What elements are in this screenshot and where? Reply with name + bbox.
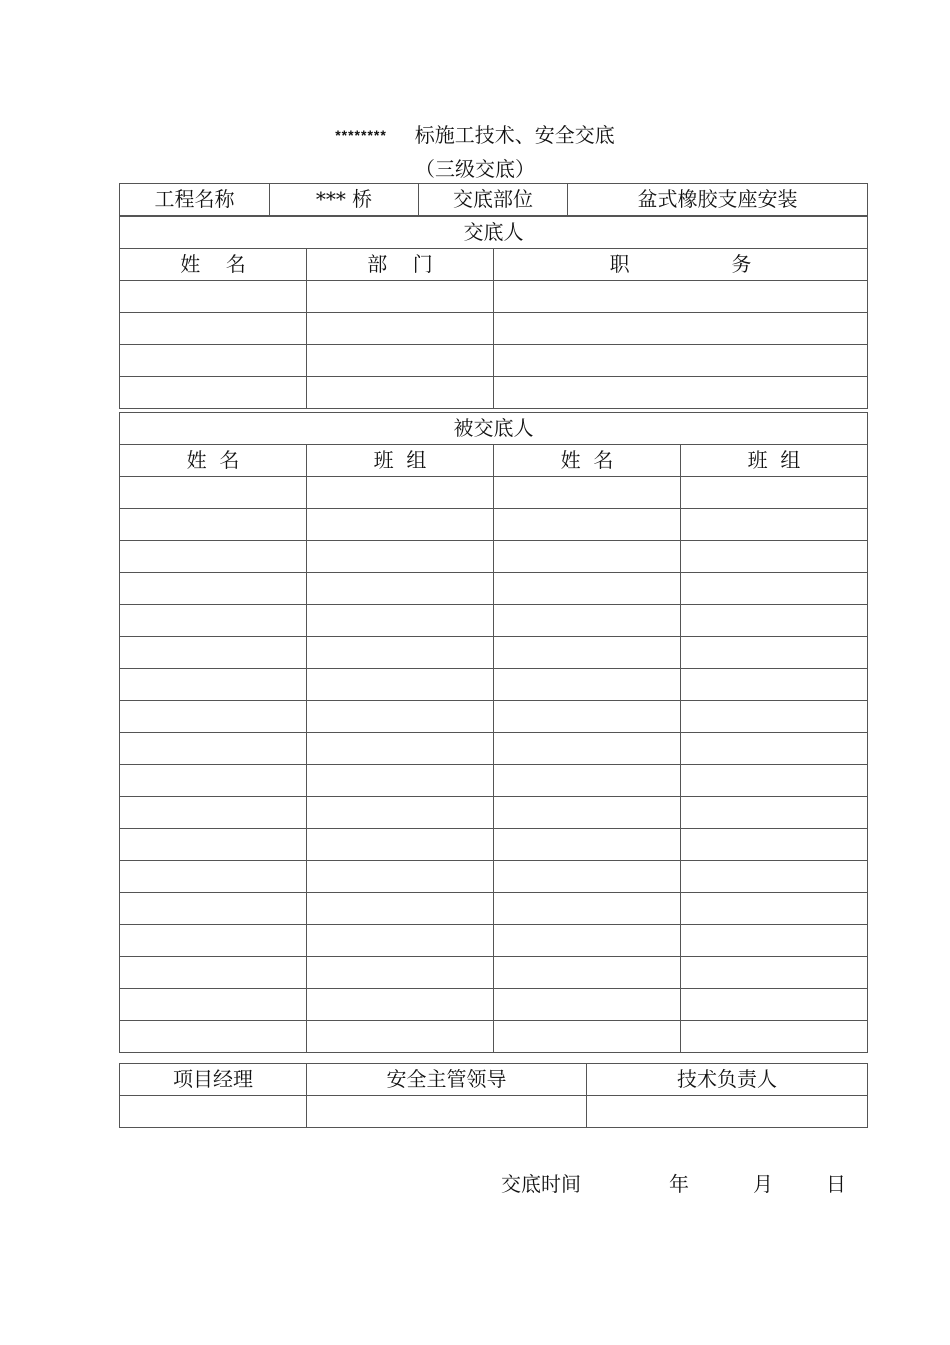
- recipient-cell-team[interactable]: [307, 509, 494, 541]
- recipient-col-name: 姓 名: [120, 445, 307, 477]
- recipient-cell-team-2[interactable]: [681, 605, 868, 637]
- recipient-cell-name-2[interactable]: [494, 701, 681, 733]
- title-stars: ********: [335, 127, 387, 143]
- recipient-cell-name-2[interactable]: [494, 861, 681, 893]
- recipient-cell-name[interactable]: [120, 701, 307, 733]
- briefer-cell-position[interactable]: [494, 345, 868, 377]
- tech-lead-signature[interactable]: [587, 1096, 868, 1128]
- recipient-cell-name-2[interactable]: [494, 637, 681, 669]
- briefer-cell-name[interactable]: [120, 313, 307, 345]
- recipient-cell-team-2[interactable]: [681, 1021, 868, 1053]
- document-subtitle: （三级交底）: [415, 157, 535, 181]
- recipient-row: [120, 925, 868, 957]
- recipient-cell-team-2[interactable]: [681, 765, 868, 797]
- recipient-cell-team-2[interactable]: [681, 861, 868, 893]
- briefer-section-title: 交底人: [120, 217, 868, 249]
- recipient-cell-team[interactable]: [307, 1021, 494, 1053]
- recipient-cell-team-2[interactable]: [681, 669, 868, 701]
- recipient-cell-name-2[interactable]: [494, 829, 681, 861]
- recipient-cell-team-2[interactable]: [681, 957, 868, 989]
- recipient-row: [120, 669, 868, 701]
- day-label: 日: [826, 1172, 846, 1196]
- recipient-row: [120, 733, 868, 765]
- recipient-row: [120, 797, 868, 829]
- recipient-cell-team[interactable]: [307, 605, 494, 637]
- safety-lead-signature[interactable]: [307, 1096, 587, 1128]
- recipient-row: [120, 989, 868, 1021]
- recipient-cell-team[interactable]: [307, 797, 494, 829]
- recipient-cell-team[interactable]: [307, 893, 494, 925]
- briefing-part-value: 盆式橡胶支座安装: [568, 184, 868, 216]
- recipient-col-team: 班 组: [307, 445, 494, 477]
- briefer-row: [120, 345, 868, 377]
- recipient-table: [119, 412, 868, 1053]
- recipient-cell-name-2[interactable]: [494, 573, 681, 605]
- recipient-cell-team[interactable]: [307, 637, 494, 669]
- recipient-cell-team-2[interactable]: [681, 925, 868, 957]
- recipient-cell-name[interactable]: [120, 541, 307, 573]
- recipient-cell-name[interactable]: [120, 893, 307, 925]
- recipient-cell-name-2[interactable]: [494, 541, 681, 573]
- briefer-cell-name[interactable]: [120, 377, 307, 409]
- recipient-row: [120, 765, 868, 797]
- recipient-cell-team[interactable]: [307, 541, 494, 573]
- project-manager-label: 项目经理: [120, 1064, 307, 1096]
- signature-table: [119, 1063, 868, 1128]
- briefer-cell-position[interactable]: [494, 313, 868, 345]
- recipient-cell-team[interactable]: [307, 573, 494, 605]
- project-name-value: *** 桥: [270, 184, 419, 216]
- project-manager-signature[interactable]: [120, 1096, 307, 1128]
- recipient-cell-name-2[interactable]: [494, 605, 681, 637]
- briefer-cell-dept[interactable]: [307, 281, 494, 313]
- recipient-cell-name[interactable]: [120, 733, 307, 765]
- recipient-cell-name[interactable]: [120, 765, 307, 797]
- briefer-cell-dept[interactable]: [307, 313, 494, 345]
- recipient-cell-name[interactable]: [120, 477, 307, 509]
- recipient-cell-team[interactable]: [307, 829, 494, 861]
- briefing-part-label: 交底部位: [419, 184, 568, 216]
- recipient-cell-name-2[interactable]: [494, 957, 681, 989]
- recipient-cell-name[interactable]: [120, 989, 307, 1021]
- recipient-cell-team[interactable]: [307, 701, 494, 733]
- recipient-cell-name[interactable]: [120, 605, 307, 637]
- recipient-row: [120, 829, 868, 861]
- recipient-row: [120, 541, 868, 573]
- recipient-section-title: 被交底人: [120, 413, 868, 445]
- recipient-cell-team-2[interactable]: [681, 989, 868, 1021]
- document-title: [0, 122, 950, 148]
- recipient-row: [120, 957, 868, 989]
- briefer-table: [119, 216, 868, 409]
- recipient-cell-team[interactable]: [307, 765, 494, 797]
- recipient-row: [120, 861, 868, 893]
- recipient-cell-name-2[interactable]: [494, 1021, 681, 1053]
- recipient-cell-team[interactable]: [307, 733, 494, 765]
- project-info-table: [119, 183, 868, 216]
- recipient-cell-team-2[interactable]: [681, 573, 868, 605]
- recipient-cell-name[interactable]: [120, 861, 307, 893]
- recipient-cell-team-2[interactable]: [681, 797, 868, 829]
- recipient-cell-name[interactable]: [120, 509, 307, 541]
- recipient-cell-team-2[interactable]: [681, 829, 868, 861]
- recipient-cell-name[interactable]: [120, 829, 307, 861]
- recipient-cell-name-2[interactable]: [494, 669, 681, 701]
- recipient-cell-name[interactable]: [120, 1021, 307, 1053]
- recipient-cell-name-2[interactable]: [494, 893, 681, 925]
- recipient-cell-name-2[interactable]: [494, 765, 681, 797]
- recipient-cell-name[interactable]: [120, 573, 307, 605]
- recipient-cell-team-2[interactable]: [681, 733, 868, 765]
- year-label: 年: [669, 1172, 689, 1196]
- recipient-row: [120, 477, 868, 509]
- recipient-cell-team[interactable]: [307, 669, 494, 701]
- recipient-cell-team-2[interactable]: [681, 477, 868, 509]
- project-name-label: 工程名称: [120, 184, 270, 216]
- recipient-cell-team-2[interactable]: [681, 637, 868, 669]
- recipient-cell-name-2[interactable]: [494, 509, 681, 541]
- briefer-col-name: 姓 名: [120, 249, 307, 281]
- recipient-row: [120, 509, 868, 541]
- briefer-col-dept: 部 门: [307, 249, 494, 281]
- recipient-row: [120, 1021, 868, 1053]
- recipient-cell-team-2[interactable]: [681, 893, 868, 925]
- briefer-row: [120, 281, 868, 313]
- briefer-row: [120, 377, 868, 409]
- recipient-cell-name[interactable]: [120, 637, 307, 669]
- recipient-row: [120, 701, 868, 733]
- briefer-cell-dept[interactable]: [307, 377, 494, 409]
- briefing-time-label: 交底时间: [501, 1172, 581, 1196]
- briefer-row: [120, 313, 868, 345]
- recipient-cell-team[interactable]: [307, 989, 494, 1021]
- recipient-row: [120, 893, 868, 925]
- recipient-cell-team-2[interactable]: [681, 541, 868, 573]
- recipient-cell-team-2[interactable]: [681, 701, 868, 733]
- recipient-row: [120, 573, 868, 605]
- recipient-cell-name[interactable]: [120, 957, 307, 989]
- tech-lead-label: 技术负责人: [587, 1064, 868, 1096]
- recipient-cell-team[interactable]: [307, 861, 494, 893]
- recipient-cell-name-2[interactable]: [494, 989, 681, 1021]
- briefer-cell-position[interactable]: [494, 377, 868, 409]
- recipient-cell-name-2[interactable]: [494, 925, 681, 957]
- briefer-cell-name[interactable]: [120, 345, 307, 377]
- safety-lead-label: 安全主管领导: [307, 1064, 587, 1096]
- recipient-cell-name-2[interactable]: [494, 797, 681, 829]
- recipient-cell-team[interactable]: [307, 957, 494, 989]
- briefer-cell-name[interactable]: [120, 281, 307, 313]
- recipient-cell-name[interactable]: [120, 797, 307, 829]
- recipient-cell-team[interactable]: [307, 925, 494, 957]
- recipient-cell-team[interactable]: [307, 477, 494, 509]
- recipient-cell-name-2[interactable]: [494, 477, 681, 509]
- recipient-row: [120, 605, 868, 637]
- briefer-cell-position[interactable]: [494, 281, 868, 313]
- title-text: 标施工技术、安全交底: [414, 123, 615, 147]
- briefer-cell-dept[interactable]: [307, 345, 494, 377]
- recipient-cell-name[interactable]: [120, 669, 307, 701]
- recipient-col-team-2: 班 组: [681, 445, 868, 477]
- recipient-cell-name-2[interactable]: [494, 733, 681, 765]
- briefer-col-position: 职 务: [494, 249, 868, 281]
- recipient-row: [120, 637, 868, 669]
- recipient-cell-name[interactable]: [120, 925, 307, 957]
- recipient-cell-team-2[interactable]: [681, 509, 868, 541]
- recipient-col-name-2: 姓 名: [494, 445, 681, 477]
- month-label: 月: [753, 1172, 773, 1196]
